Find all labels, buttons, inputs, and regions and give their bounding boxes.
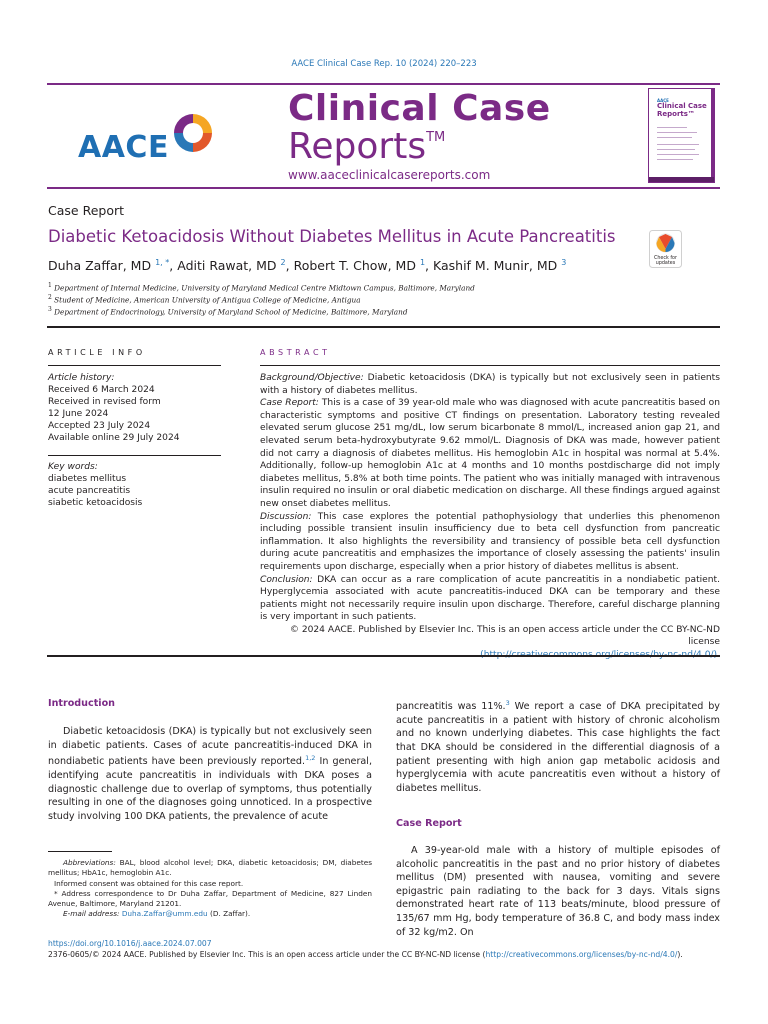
cover-rule: [657, 159, 693, 160]
footer-license-link[interactable]: http://creativecommons.org/licenses/by-nc-nd/4.0/: [485, 950, 678, 959]
cover-rule: [657, 137, 692, 138]
author-separator: ,: [425, 258, 433, 274]
cover-rule: [657, 149, 695, 150]
author-affiliation-ref[interactable]: 1, *: [155, 258, 170, 267]
case-report-heading: Case Report: [396, 818, 462, 829]
intro-text: We report a case of DKA precipitated by acute pancreatitis in a patient with history of chronic alcoholism and no known underlying diabetes. This case highlights the fact that DKA should be considered in the differential diagnosis of a patient presenting with high anion gap metabolic acidosis and hyperglycemia with acute pancreatitis even without a history of diabetes mellitus.: [396, 701, 720, 794]
journal-subtitle: [288, 126, 445, 167]
abstract-paragraph: [260, 574, 720, 624]
affiliation-text: Student of Medicine, American University of Antigua College of Medicine, Antigua: [54, 295, 361, 305]
svg-text:updates: updates: [655, 261, 676, 266]
history-item: Accepted 23 July 2024: [48, 421, 151, 431]
affiliation-text: Department of Internal Medicine, University of Maryland Medical Centre Midtown Campus, Baltimore, Maryland: [54, 283, 475, 293]
journal-cover-thumbnail: [648, 88, 715, 183]
cover-side-strip: [711, 89, 715, 183]
abbreviations-footnote: [48, 858, 372, 879]
introduction-paragraph: [48, 725, 372, 823]
author-affiliation-ref[interactable]: 3: [561, 258, 567, 267]
cover-rule: [657, 144, 699, 145]
cover-aace-logo: AACE: [657, 98, 669, 103]
citation-ref[interactable]: 1,2: [305, 754, 316, 763]
aace-swirl-icon: [170, 110, 216, 156]
author-affiliation-ref[interactable]: 2: [280, 258, 286, 267]
cover-bottom-strip: [649, 177, 715, 183]
abstract-paragraph: [260, 397, 720, 510]
svg-text:Check for: Check for: [654, 256, 677, 261]
introduction-heading: Introduction: [48, 698, 115, 709]
journal-subtitle-text: Reports: [288, 126, 427, 167]
citation-ref[interactable]: 3: [505, 699, 510, 707]
history-item: Available online 29 July 2024: [48, 433, 180, 443]
email-label: E-mail address:: [63, 909, 120, 919]
journal-reference[interactable]: AACE Clinical Case Rep. 10 (2024) 220–223: [291, 59, 477, 69]
aace-logo: AACE: [78, 130, 169, 165]
cover-rule: [657, 127, 687, 128]
abstract-divider: [260, 365, 720, 366]
abstract-paragraph: [260, 372, 720, 397]
author-affiliation-ref[interactable]: 1: [419, 258, 426, 267]
email-footnote: [48, 909, 372, 919]
history-label: Article history:: [48, 373, 115, 383]
abstract-label: Conclusion:: [260, 574, 313, 585]
issn-text: 2376-0605/© 2024 AACE. Published by Elsevier Inc. This is an open access article under the CC BY-NC-ND license (: [48, 950, 486, 959]
abbreviations-text: BAL, blood alcohol level; DKA, diabetic ketoacidosis; DM, diabetes mellitus; HbA1c, hemoglobin A1c.: [48, 858, 372, 878]
author-list: [48, 258, 566, 273]
keywords-label: Key words:: [48, 462, 98, 472]
author-separator: ,: [169, 258, 178, 274]
affiliation: [48, 294, 361, 304]
abstract-heading: ABSTRACT: [260, 348, 331, 357]
author-name: Aditi Rawat, MD: [177, 258, 277, 274]
copyright-text: © 2024 AACE. Published by Elsevier Inc. This is an open access article under the CC BY-NC-ND license: [289, 624, 720, 648]
affiliation-text: Department of Endocrinology, University of Maryland School of Medicine, Baltimore, Maryland: [54, 307, 408, 317]
article-title: Diabetic Ketoacidosis Without Diabetes Mellitus in Acute Pancreatitis: [48, 227, 616, 246]
email-suffix: (D. Zaffar).: [207, 909, 251, 919]
abstract-label: Discussion:: [260, 511, 312, 522]
cover-rule: [657, 132, 697, 133]
cover-rule: [657, 154, 699, 155]
cover-title-line2: Reports™: [657, 109, 695, 118]
issn-license-line: [48, 950, 683, 959]
cover-title-line1: Clinical Case: [657, 102, 707, 110]
intro-text: pancreatitis was 11%.: [396, 701, 506, 713]
history-item: Received 6 March 2024: [48, 385, 155, 395]
author-name: Robert T. Chow, MD: [293, 258, 416, 274]
abstract-text: This is a case of 39 year-old male who was diagnosed with acute pancreatitis based on characteristic symptoms and positive CT findings on presentation. Laboratory testing revealed elevated serum glucose 251 mg/dL, low serum bicarbonate 8 mmol/L, increased anion gap 21, and elevated serum beta-hydroxybutyrate 9.62 mmol/L. Diagnosis of DKA was made, however patient did not carry a diagnosis of diabetes mellitus. His hemoglobin A1c in hospital was normal at 5.4%. Additionally, follow-up hemoglobin A1c at 4 months and 10 months postdischarge did not imply diabetes mellitus, 5.8% at both time points. The patient who was initially managed with intravenous insulin required no insulin or oral diabetic medication on discharge. All these findings argued against new onset diabetes mellitus.: [260, 398, 720, 509]
abstract-body: [260, 372, 720, 662]
affiliation-number: 2: [48, 294, 52, 301]
author-name: Kashif M. Munir, MD: [433, 258, 558, 274]
consent-footnote: Informed consent was obtained for this case report.: [54, 878, 244, 888]
author-name: Duha Zaffar, MD: [48, 258, 152, 274]
abstract-text: Diabetic ketoacidosis (DKA) is typically but not exclusively seen in patients with a history of diabetes mellitus.: [260, 373, 720, 396]
article-history: [48, 372, 223, 444]
journal-title: Clinical Case: [288, 88, 551, 129]
cover-title: [657, 103, 707, 118]
introduction-paragraph-continued: [396, 697, 720, 795]
keyword[interactable]: acute pancreatitis: [48, 486, 131, 496]
abstract-paragraph: [260, 511, 720, 574]
author-separator: ,: [285, 258, 294, 274]
intro-text: In general, identifying acute pancreatitis in individuals with DKA poses a diagnostic challenge due to overlap of symptoms, thus potentially resulting in one of the diagnoses going unnoticed. In a prospective study involving 100 DKA patients, the prevalence of acute: [48, 756, 372, 822]
history-item: 12 June 2024: [48, 409, 109, 419]
affiliation: [48, 306, 408, 316]
history-item: Received in revised form: [48, 397, 161, 407]
abstract-label: Background/Objective:: [260, 373, 364, 383]
abstract-label: Case Report:: [260, 398, 319, 409]
article-type: Case Report: [48, 203, 125, 218]
abstract-text: DKA can occur as a rare complication of acute pancreatitis in a nondiabetic patient. Hyperglycemia associated with acute pancreatitis-induced DKA can be temporary and these patients might not necessarily require insulin upon discharge. Therefore, careful discharge planning is very important in such patients.: [260, 574, 720, 623]
abstract-bottom-divider: [47, 655, 720, 657]
doi-link[interactable]: https://doi.org/10.1016/j.aace.2024.07.007: [48, 939, 212, 948]
check-for-updates-icon[interactable]: [649, 230, 682, 268]
keyword[interactable]: diabetes mellitus: [48, 474, 127, 484]
affiliation: [48, 282, 475, 292]
footnote-divider: [48, 851, 112, 852]
abstract-copyright: [260, 624, 720, 649]
intro-text: Diabetic ketoacidosis (DKA) is typically but not exclusively seen in diabetic patients. Cases of acute pancreatitis-induced DKA in nondiabetic patients have been previously reported.: [48, 726, 372, 768]
affiliation-number: 3: [48, 306, 52, 313]
trademark-symbol: TM: [426, 130, 446, 145]
case-report-paragraph: A 39-year-old male with a history of multiple episodes of alcoholic pancreatitis in the past and no prior history of diabetes mellitus (DM) presented with nausea, vomiting and severe epigastric pain radiating to the back for 3 days. Vitals signs demonstrated heart rate of 113 beats/minute, blood pressure of 135/67 mm Hg, body temperature of 36.8 C, and body mass index of 32 kg/m2. On: [396, 845, 720, 938]
footer-license-close: ).: [677, 950, 683, 959]
abstract-text: This case explores the potential pathophysiology that underlies this phenomenon including possible transient insulin insufficiency due to beta cell dysfunction from pancreatic inflammation. It also highlights the reversibility and transiency of possible beta cell dysfunction during acute pancreatitis and emphasizes the importance of closely assessing the patients' insulin requirements upon discharge, especially when a prior history of diabetes mellitus is absent.: [260, 511, 720, 572]
header-divider: [47, 326, 720, 328]
keyword[interactable]: siabetic ketoacidosis: [48, 498, 143, 508]
journal-url[interactable]: www.aaceclinicalcasereports.com: [288, 168, 491, 182]
keywords-divider: [48, 455, 221, 456]
article-info-heading: ARTICLE INFO: [48, 348, 146, 357]
keywords: [48, 461, 223, 509]
footnotes: [48, 858, 372, 920]
correspondence-footnote: * Address correspondence to Dr Duha Zaffar, Department of Medicine, 827 Linden Avenue, Baltimore, Maryland 21201.: [48, 888, 372, 909]
email-link[interactable]: Duha.Zaffar@umm.edu: [121, 909, 208, 919]
affiliation-number: 1: [48, 282, 52, 289]
article-info-divider: [48, 365, 221, 366]
abbreviations-label: Abbreviations:: [63, 858, 116, 867]
